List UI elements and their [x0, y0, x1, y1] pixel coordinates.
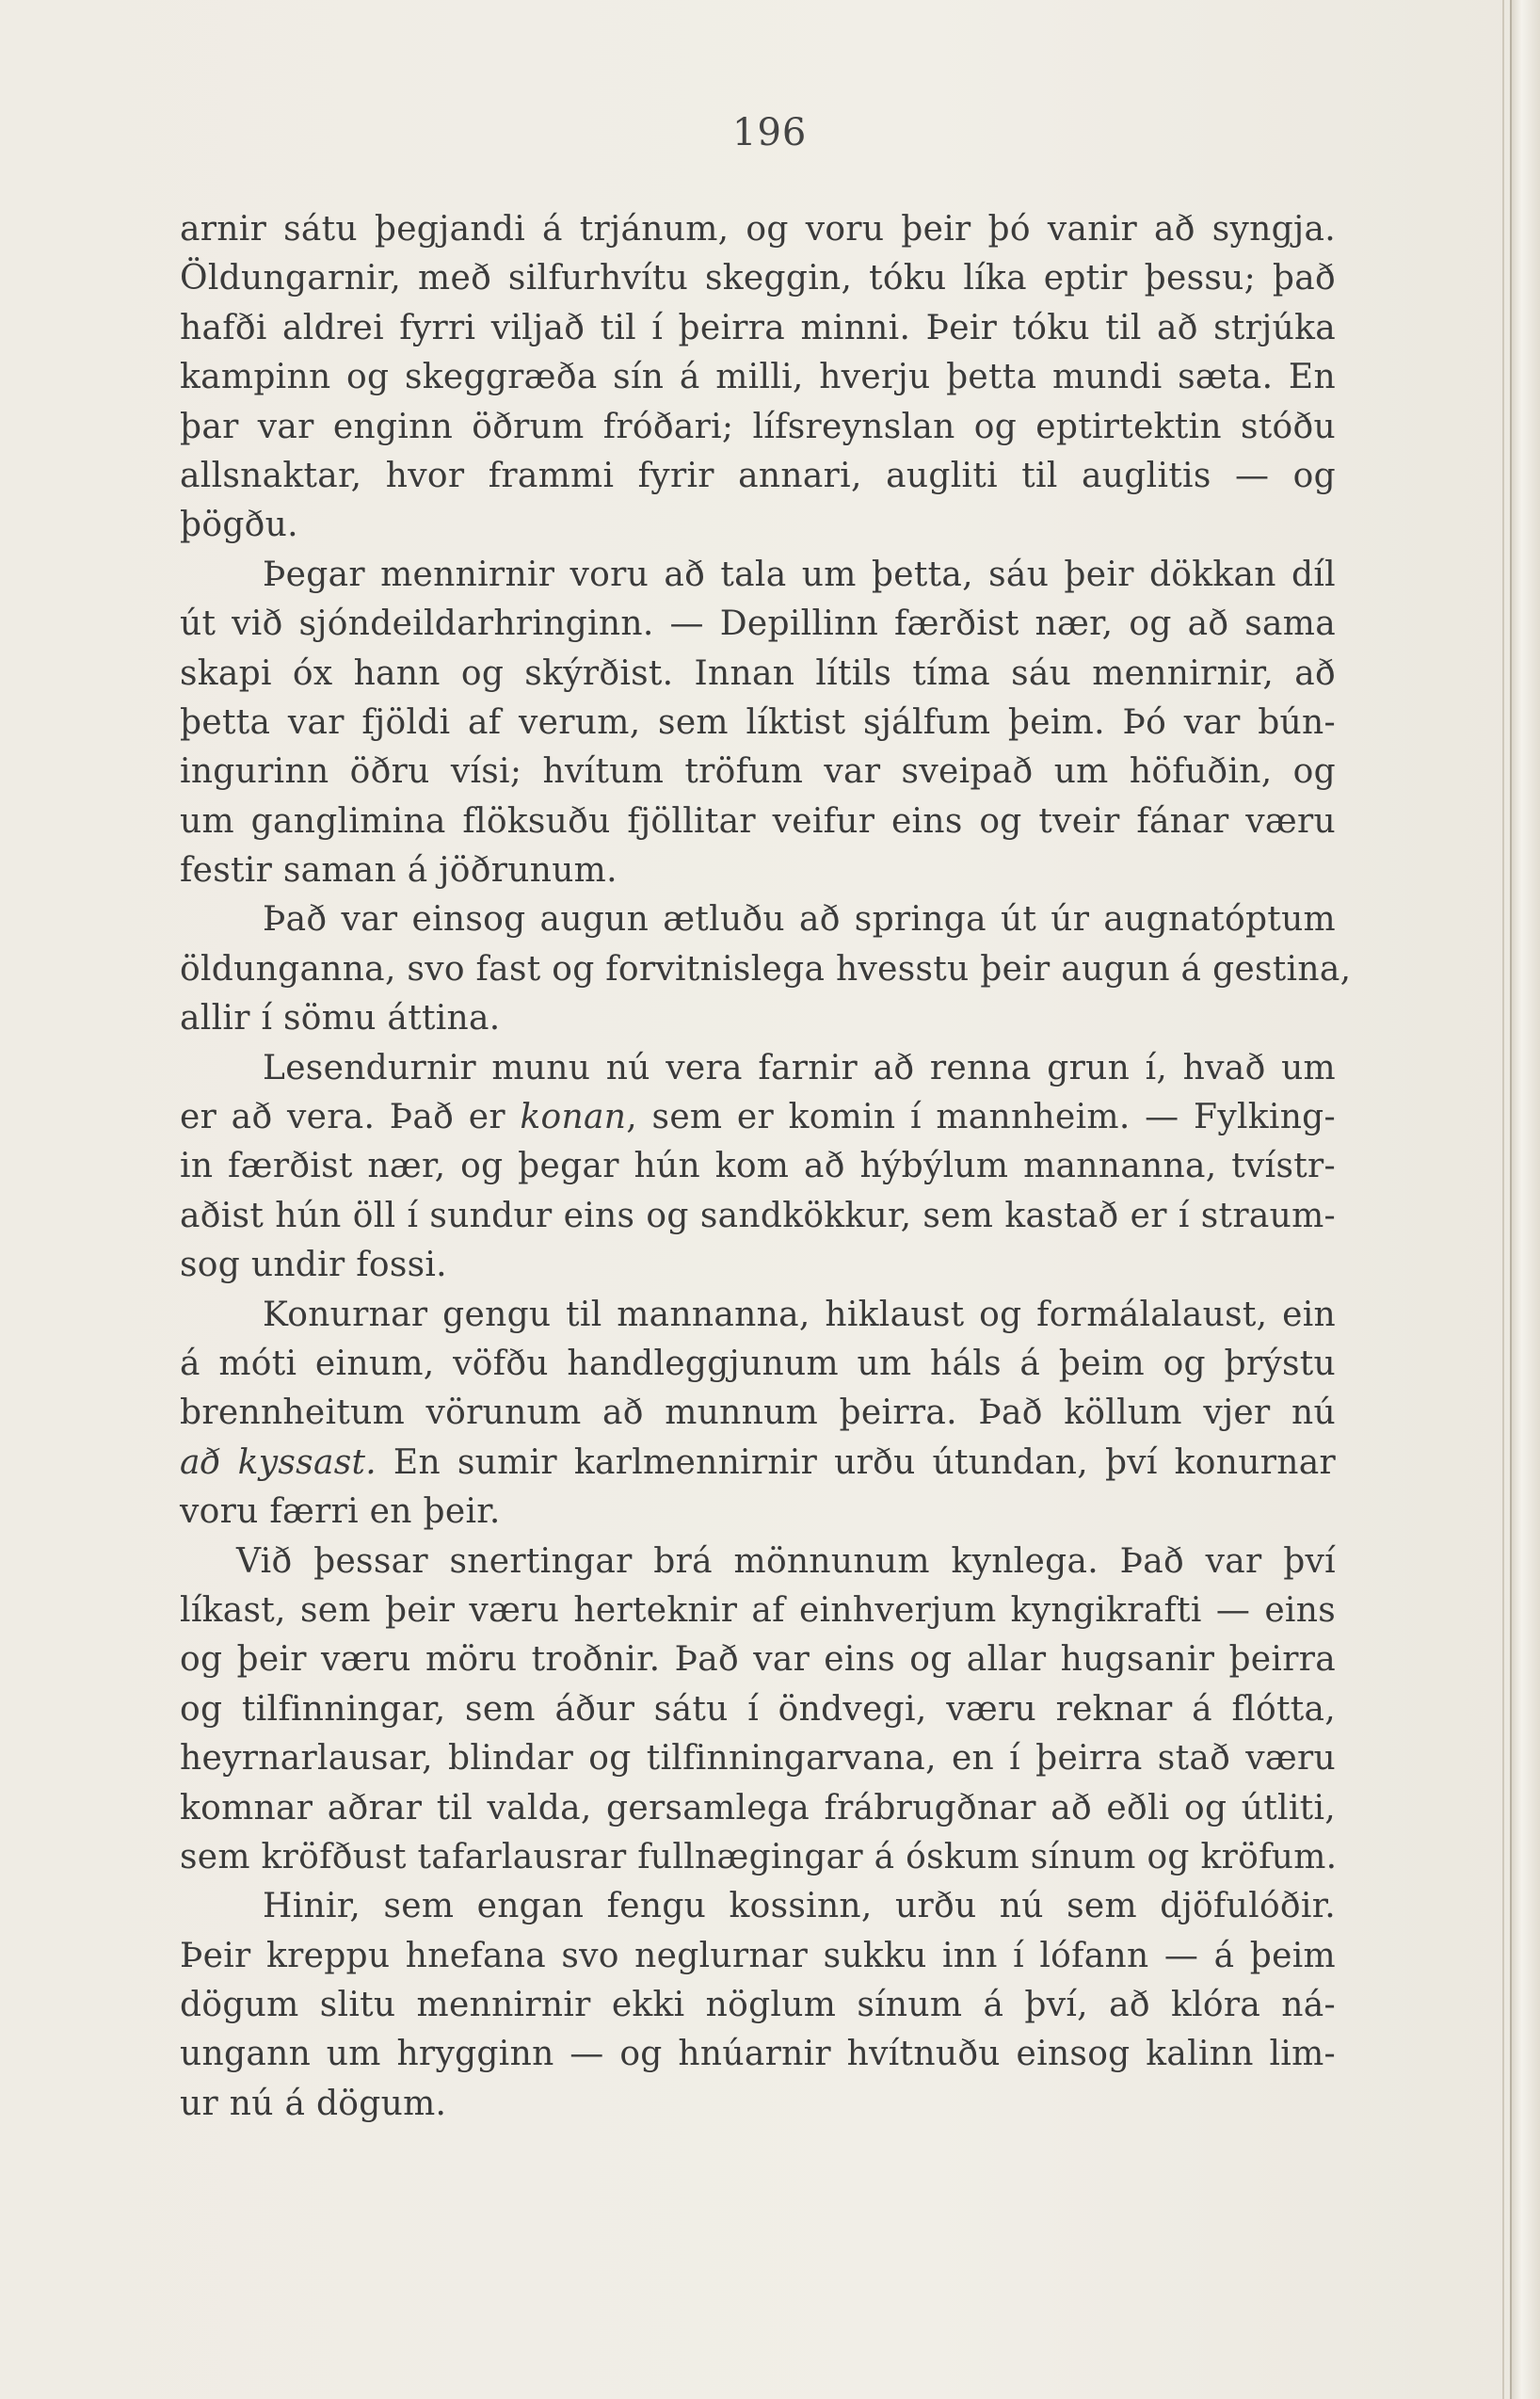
- text-line: dögum slitu mennirnir ekki nöglum sínum á því, að klóra ná-: [180, 1986, 1336, 2025]
- text-line: [180, 1093, 1336, 1142]
- text-segment: er að vera. Það er: [180, 1098, 521, 1137]
- text-segment: , sem er komin í mannheim. — Fylking-: [626, 1098, 1336, 1137]
- text-line: komnar aðrar til valda, gersamlega frábrugðnar að eðli og útliti,: [180, 1788, 1336, 1827]
- text-line: ungann um hrygginn — og hnúarnir hvítnuðu einsog kalinn lim-: [180, 2035, 1336, 2074]
- text-line: in færðist nær, og þegar hún kom að hýbýlum mannanna, tvístr-: [180, 1147, 1336, 1186]
- text-line: Konurnar gengu til mannanna, hiklaust og formálalaust, ein: [263, 1295, 1336, 1334]
- text-line: þar var enginn öðrum fróðari; lífsreynslan og eptirtektin stóðu: [180, 407, 1336, 446]
- text-line: Þeir kreppu hnefana svo neglurnar sukku inn í lófann — á þeim: [180, 1936, 1336, 1975]
- text-line: skapi óx hann og skýrðist. Innan lítils tíma sáu mennirnir, að: [180, 653, 1336, 693]
- text-line: Við þessar snertingar brá mönnunum kynlega. Það var því: [236, 1541, 1336, 1581]
- text-line: þögðu.: [180, 506, 298, 545]
- emphasized-word: konan: [520, 1098, 627, 1137]
- text-line: brennheitum vörunum að munnum þeirra. Það köllum vjer nú: [180, 1393, 1336, 1433]
- text-line: um ganglimina flöksuðu fjöllitar veifur eins og tveir fánar væru: [180, 801, 1336, 841]
- text-line: líkast, sem þeir væru herteknir af einhverjum kyngikrafti — eins: [180, 1590, 1336, 1630]
- text-line: út við sjóndeildarhringinn. — Depillinn færðist nær, og að sama: [180, 604, 1336, 644]
- text-line: Það var einsog augun ætluðu að springa út úr augnatóptum: [263, 900, 1336, 940]
- body-text: [180, 205, 1352, 2129]
- page-binding-edge: [1510, 0, 1540, 2399]
- text-line: heyrnarlausar, blindar og tilfinningarvana, en í þeirra stað væru: [180, 1739, 1336, 1779]
- text-line: arnir sátu þegjandi á trjánum, og voru þeir þó vanir að syngja.: [180, 210, 1336, 249]
- text-line: allsnaktar, hvor frammi fyrir annari, augliti til auglitis — og: [180, 456, 1336, 495]
- text-line: allir í sömu áttina.: [180, 999, 501, 1038]
- text-line: kampinn og skeggræða sín á milli, hverju þetta mundi sæta. En: [180, 358, 1336, 397]
- text-line: [180, 1439, 1336, 1488]
- text-segment: En sumir karlmennirnir urðu útundan, því konurnar: [377, 1442, 1336, 1482]
- page-binding-line: [1502, 0, 1504, 2399]
- text-line: Hinir, sem engan fengu kossinn, urðu nú sem djöfulóðir.: [263, 1887, 1336, 1926]
- text-line: og þeir væru möru troðnir. Það var eins og allar hugsanir þeirra: [180, 1640, 1336, 1680]
- text-line: Lesendurnir munu nú vera farnir að renna grun í, hvað um: [263, 1048, 1336, 1087]
- text-line: festir saman á jöðrunum.: [180, 851, 618, 891]
- text-line: sem kröfðust tafarlausrar fullnægingar á óskum sínum og kröfum.: [180, 1837, 1338, 1876]
- emphasized-phrase: að kyssast.: [180, 1442, 377, 1482]
- page-number: 196: [732, 111, 808, 154]
- text-line: hafði aldrei fyrri viljað til í þeirra minni. Þeir tóku til að strjúka: [180, 308, 1336, 347]
- text-line: Öldungarnir, með silfurhvítu skeggin, tóku líka eptir þessu; það: [180, 259, 1336, 298]
- text-line: þetta var fjöldi af verum, sem líktist sjálfum þeim. Þó var bún-: [180, 702, 1336, 742]
- text-line: Þegar mennirnir voru að tala um þetta, sáu þeir dökkan díl: [263, 555, 1336, 594]
- text-line: á móti einum, vöfðu handleggjunum um háls á þeim og þrýstu: [180, 1344, 1336, 1383]
- text-line: voru færri en þeir.: [180, 1492, 501, 1532]
- text-line: öldunganna, svo fast og forvitnislega hvesstu þeir augun á gestina,: [180, 949, 1352, 989]
- text-line: ingurinn öðru vísi; hvítum tröfum var sveipað um höfuðin, og: [180, 752, 1336, 792]
- text-line: ur nú á dögum.: [180, 2084, 447, 2123]
- text-line: sog undir fossi.: [180, 1246, 447, 1285]
- text-line: aðist hún öll í sundur eins og sandkökkur, sem kastað er í straum-: [180, 1196, 1336, 1235]
- text-line: og tilfinningar, sem áður sátu í öndvegi, væru reknar á flótta,: [180, 1689, 1336, 1729]
